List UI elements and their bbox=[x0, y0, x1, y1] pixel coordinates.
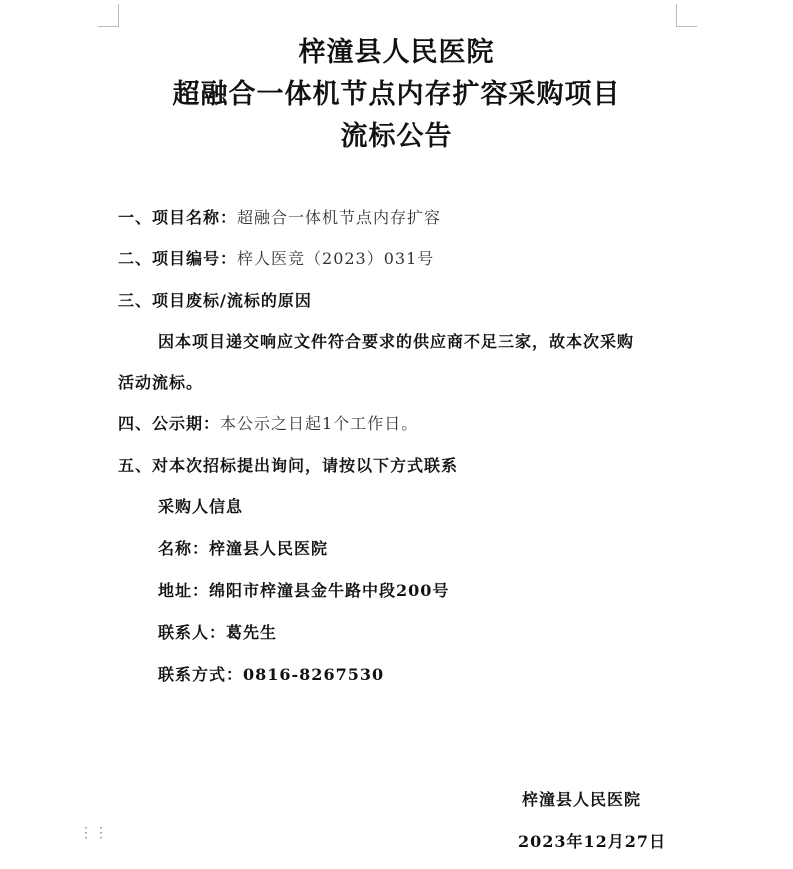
page-corner-mark-right bbox=[676, 4, 697, 27]
project-number-value: 梓人医竞（2023）031号 bbox=[237, 249, 435, 268]
purchaser-contact: 联系人：葛先生 bbox=[158, 623, 278, 642]
title-project: 超融合一体机节点内存扩容采购项目 bbox=[172, 79, 621, 110]
item-project-number bbox=[118, 246, 434, 269]
item-public-period bbox=[118, 411, 418, 434]
title-notice: 流标公告 bbox=[340, 121, 453, 152]
reason-text-line1: 因本项目递交响应文件符合要求的供应商不足三家，故本次采购 bbox=[158, 332, 635, 351]
project-number-label: 二、项目编号： bbox=[118, 249, 238, 268]
period-value: 本公示之日起1个工作日。 bbox=[220, 414, 419, 433]
period-label: 四、公示期： bbox=[118, 414, 221, 433]
project-name-value: 超融合一体机节点内存扩容 bbox=[237, 208, 442, 227]
purchaser-heading: 采购人信息 bbox=[158, 497, 244, 516]
purchaser-name: 名称：梓潼县人民医院 bbox=[158, 539, 329, 558]
page-corner-mark-left bbox=[98, 4, 119, 27]
reason-text-line2: 活动流标。 bbox=[118, 373, 204, 392]
project-name-label: 一、项目名称： bbox=[118, 208, 238, 227]
item-reason-heading: 三、项目废标/流标的原因 bbox=[118, 291, 312, 310]
purchaser-address: 地址：绵阳市梓潼县金牛路中段200号 bbox=[158, 581, 450, 600]
signature-date: 2023年12月27日 bbox=[518, 832, 667, 851]
signature-org: 梓潼县人民医院 bbox=[522, 790, 642, 809]
item-project-name bbox=[118, 205, 441, 228]
title-hospital: 梓潼县人民医院 bbox=[298, 37, 495, 68]
purchaser-phone: 联系方式：0816-8267530 bbox=[158, 665, 385, 684]
item-contact-heading: 五、对本次招标提出询问，请按以下方式联系 bbox=[118, 456, 459, 475]
drag-handle-icon[interactable]: ⋮⋮ bbox=[79, 825, 109, 841]
